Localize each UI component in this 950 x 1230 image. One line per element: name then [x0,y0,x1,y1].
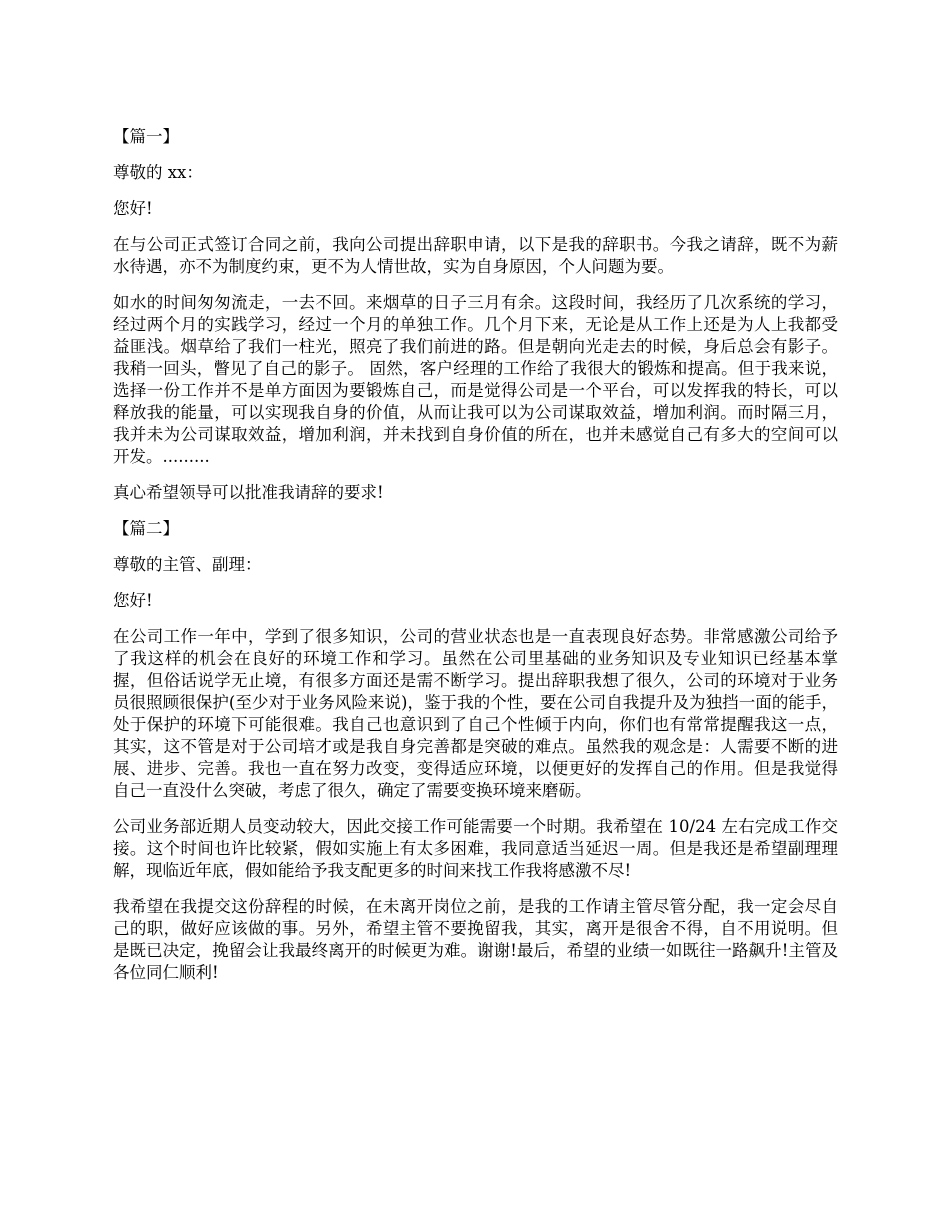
body-paragraph-4: 公司业务部近期人员变动较大，因此交接工作可能需要一个时期。我希望在 10/24 左右完成工作交接。这个时间也许比较紧，假如实施上有太多困难，我同意适当延迟一周。但是我还是希望副理理解，现临近年底，假如能给予我支配更多的时间来找工作我将感激不尽! [113,817,838,880]
body-paragraph-3: 在公司工作一年中，学到了很多知识，公司的营业状态也是一直表现良好态势。非常感激公司给予了我这样的机会在良好的环境工作和学习。虽然在公司里基础的业务知识及专业知识已经基本掌握，但俗话说学无止境，有很多方面还是需不断学习。提出辞职我想了很久，公司的环境对于业务员很照顾很保护(至少对于业务风险来说)，鉴于我的个性，要在公司自我提升及为独挡一面的能手，处于保护的环境下可能很难。我自己也意识到了自己个性倾于内向，你们也有常常提醒我这一点，其实，这不管是对于公司培才或是我自身完善都是突破的难点。虽然我的观念是：人需要不断的进展、进步、完善。我也一直在努力改变，变得适应环境，以便更好的发挥自己的作用。但是我觉得自己一直没什么突破，考虑了很久，确定了需要变换环境来磨砺。 [113,627,838,800]
closing-request-1: 真心希望领导可以批准我请辞的要求! [113,483,384,502]
greeting-1: 您好! [113,199,153,218]
body-paragraph-2: 如水的时间匆匆流走，一去不回。来烟草的日子三月有余。这段时间，我经历了几次系统的学习，经过两个月的实践学习，经过一个月的单独工作。几个月下来，无论是从工作上还是为人上我都受益匪浅。烟草给了我们一柱光，照亮了我们前进的路。但是朝向光走去的时候，身后总会有影子。我稍一回头，瞥见了自己的影子。 固然，客户经理的工作给了我很大的锻炼和提高。但于我来说，选择一份工作并不是单方面因为要锻炼自己，而是觉得公司是一个平台，可以发挥我的特长，可以释放我的能量，可以实现我自身的价值，从而让我可以为公司谋取效益，增加利润。而时隔三月，我并未为公司谋取效益，增加利润，并未找到自身价值的所在，也并未感觉自己有多大的空间可以开发。......... [113,293,838,466]
salutation-2: 尊敬的主管、副理： [113,555,262,574]
body-paragraph-1: 在与公司正式签订合同之前，我向公司提出辞职申请，以下是我的辞职书。今我之请辞，既不为薪水待遇，亦不为制度约束，更不为人情世故，实为自身原因，个人问题为要。 [113,235,838,276]
greeting-2: 您好! [113,591,153,610]
body-paragraph-5: 我希望在我提交这份辞程的时候，在未离开岗位之前，是我的工作请主管尽管分配，我一定会尽自己的职，做好应该做的事。另外，希望主管不要挽留我，其实，离开是很舍不得，自不用说明。但是既已决定，挽留会让我最终离开的时候更为难。谢谢!最后，希望的业绩一如既往一路飙升!主管及各位同仁顺利! [113,897,838,982]
salutation-1: 尊敬的 xx： [113,163,203,182]
section-heading-2: 【篇二】 [113,519,179,538]
section-heading-1: 【篇一】 [113,127,179,146]
